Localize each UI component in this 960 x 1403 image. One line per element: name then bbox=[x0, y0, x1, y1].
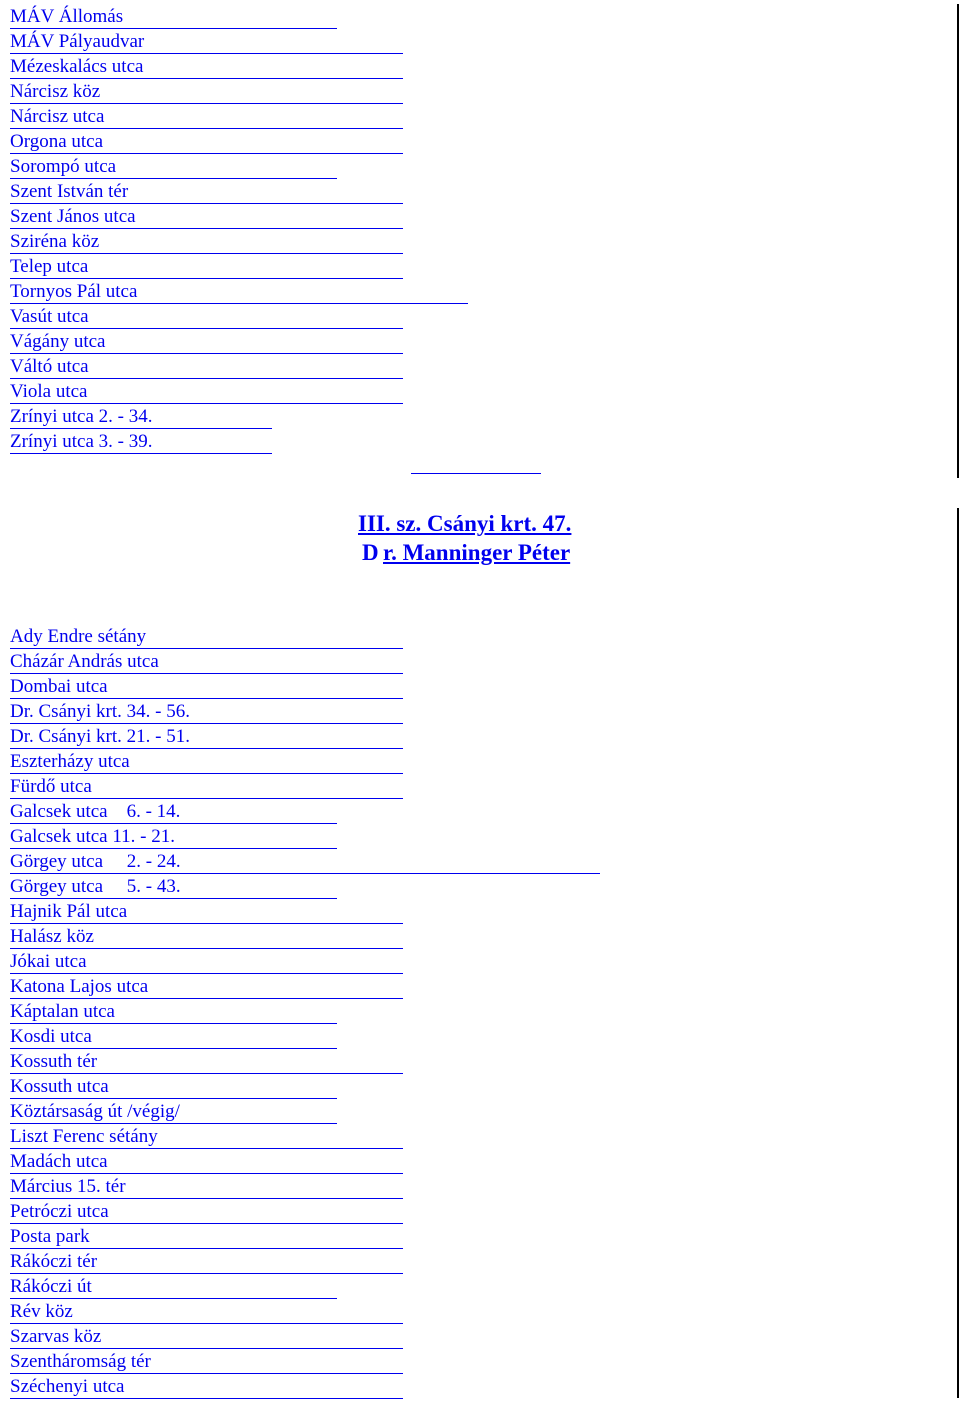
underline bbox=[10, 1398, 403, 1399]
street-link[interactable]: Vasút utca bbox=[10, 306, 89, 327]
street-link[interactable]: Rákóczi tér bbox=[10, 1251, 98, 1272]
street-link[interactable]: Köztársaság út /végig/ bbox=[10, 1101, 180, 1122]
street-list-item[interactable] bbox=[10, 179, 152, 204]
street-link[interactable]: Szent János utca bbox=[10, 206, 136, 227]
street-list-item[interactable] bbox=[10, 1299, 190, 1324]
street-list-item[interactable] bbox=[10, 229, 152, 254]
street-list-item[interactable] bbox=[10, 899, 190, 924]
street-link[interactable]: Cházár András utca bbox=[10, 651, 159, 672]
street-link[interactable]: Rév köz bbox=[10, 1301, 73, 1322]
street-link[interactable]: Tornyos Pál utca bbox=[10, 281, 138, 302]
doctor-name-prefix: D bbox=[362, 540, 379, 565]
street-link[interactable]: Katona Lajos utca bbox=[10, 976, 149, 997]
street-list-item[interactable] bbox=[10, 774, 190, 799]
street-list-item[interactable] bbox=[10, 54, 152, 79]
street-link[interactable]: Káptalan utca bbox=[10, 1001, 115, 1022]
street-link[interactable]: Vágány utca bbox=[10, 331, 106, 352]
street-link[interactable]: Szarvas köz bbox=[10, 1326, 102, 1347]
street-link[interactable]: Eszterházy utca bbox=[10, 751, 130, 772]
street-list-item[interactable] bbox=[10, 624, 190, 649]
street-link[interactable]: Hajnik Pál utca bbox=[10, 901, 128, 922]
street-list-item[interactable] bbox=[10, 154, 152, 179]
street-list-item[interactable] bbox=[10, 329, 152, 354]
page-border-bottom bbox=[957, 508, 959, 1398]
street-link[interactable]: MÁV Pályaudvar bbox=[10, 31, 145, 52]
street-list-item[interactable] bbox=[10, 254, 152, 279]
street-link[interactable]: Mézeskalács utca bbox=[10, 56, 144, 77]
street-link[interactable]: Viola utca bbox=[10, 381, 88, 402]
street-link[interactable]: Széchenyi utca bbox=[10, 1376, 125, 1397]
street-list-item[interactable] bbox=[10, 699, 190, 724]
street-link[interactable]: MÁV Állomás bbox=[10, 6, 124, 27]
street-link[interactable]: Jókai utca bbox=[10, 951, 87, 972]
street-list-item[interactable] bbox=[10, 354, 152, 379]
street-list-item[interactable] bbox=[10, 429, 152, 454]
street-list-item[interactable] bbox=[10, 379, 152, 404]
street-link[interactable]: Szent István tér bbox=[10, 181, 129, 202]
street-link[interactable]: Nárcisz köz bbox=[10, 81, 101, 102]
street-link[interactable]: Galcsek utca 11. - 21. bbox=[10, 826, 175, 847]
street-list-item[interactable] bbox=[10, 279, 152, 304]
street-list-item[interactable] bbox=[10, 799, 190, 824]
street-list-item[interactable] bbox=[10, 949, 190, 974]
street-link[interactable]: Kosdi utca bbox=[10, 1026, 92, 1047]
street-list-item[interactable] bbox=[10, 29, 152, 54]
street-list-item[interactable] bbox=[10, 304, 152, 329]
street-list-item[interactable] bbox=[10, 1374, 190, 1399]
street-list-item[interactable] bbox=[10, 974, 190, 999]
street-list-item[interactable] bbox=[10, 404, 152, 429]
street-link[interactable]: Liszt Ferenc sétány bbox=[10, 1126, 158, 1147]
street-list-item[interactable] bbox=[10, 724, 190, 749]
street-list-item[interactable] bbox=[10, 674, 190, 699]
street-link[interactable]: Posta park bbox=[10, 1226, 90, 1247]
street-link[interactable]: Fürdő utca bbox=[10, 776, 92, 797]
street-link[interactable]: Orgona utca bbox=[10, 131, 104, 152]
street-link[interactable]: Petróczi utca bbox=[10, 1201, 109, 1222]
street-list-item[interactable] bbox=[10, 1324, 190, 1349]
doctor-name[interactable]: r. Manninger Péter bbox=[383, 540, 571, 565]
street-list-item[interactable] bbox=[10, 1049, 190, 1074]
street-link[interactable]: Zrínyi utca 3. - 39. bbox=[10, 431, 153, 452]
street-list-item[interactable] bbox=[10, 104, 152, 129]
street-link[interactable]: Szentháromság tér bbox=[10, 1351, 151, 1372]
street-list-item[interactable] bbox=[10, 849, 190, 874]
street-link[interactable]: Sziréna köz bbox=[10, 231, 100, 252]
empty-link-underline bbox=[411, 473, 541, 474]
street-link[interactable]: Madách utca bbox=[10, 1151, 108, 1172]
street-link[interactable]: Ady Endre sétány bbox=[10, 626, 147, 647]
street-link[interactable]: Kossuth tér bbox=[10, 1051, 98, 1072]
street-list-item[interactable] bbox=[10, 204, 152, 229]
street-link[interactable]: Váltó utca bbox=[10, 356, 89, 377]
street-list-item[interactable] bbox=[10, 1124, 190, 1149]
street-list-item[interactable] bbox=[10, 79, 152, 104]
street-list-item[interactable] bbox=[10, 874, 190, 899]
street-link[interactable]: Görgey utca 5. - 43. bbox=[10, 876, 181, 897]
street-list-item[interactable] bbox=[10, 924, 190, 949]
street-link[interactable]: Telep utca bbox=[10, 256, 89, 277]
street-list-item[interactable] bbox=[10, 1349, 190, 1374]
street-list-item[interactable] bbox=[10, 1174, 190, 1199]
underline bbox=[10, 453, 272, 454]
street-link[interactable]: Halász köz bbox=[10, 926, 94, 947]
street-list-item[interactable] bbox=[10, 749, 190, 774]
street-link[interactable]: Zrínyi utca 2. - 34. bbox=[10, 406, 153, 427]
street-list-item[interactable] bbox=[10, 649, 190, 674]
street-link[interactable]: Sorompó utca bbox=[10, 156, 117, 177]
street-list-item[interactable] bbox=[10, 1149, 190, 1174]
street-list-item[interactable] bbox=[10, 1224, 190, 1249]
page-border-top bbox=[957, 4, 959, 478]
street-list-item[interactable] bbox=[10, 1024, 190, 1049]
street-list-item[interactable] bbox=[10, 999, 190, 1024]
street-list-item[interactable] bbox=[10, 1249, 190, 1274]
street-link[interactable]: Nárcisz utca bbox=[10, 106, 105, 127]
street-link[interactable]: Dr. Csányi krt. 34. - 56. bbox=[10, 701, 190, 722]
street-link[interactable]: Galcsek utca 6. - 14. bbox=[10, 801, 181, 822]
street-list-item[interactable] bbox=[10, 824, 190, 849]
street-link[interactable]: Március 15. tér bbox=[10, 1176, 126, 1197]
street-list-item[interactable] bbox=[10, 1199, 190, 1224]
street-link[interactable]: Görgey utca 2. - 24. bbox=[10, 851, 181, 872]
street-list-item[interactable] bbox=[10, 1074, 190, 1099]
street-list-top bbox=[10, 4, 152, 454]
street-list-item[interactable] bbox=[10, 4, 152, 29]
district-title[interactable]: III. sz. Csányi krt. 47. bbox=[358, 511, 572, 536]
street-list-item[interactable] bbox=[10, 1274, 190, 1299]
street-list-bottom bbox=[10, 624, 190, 1399]
street-list-item[interactable] bbox=[10, 1099, 190, 1124]
street-link[interactable]: Rákóczi út bbox=[10, 1276, 92, 1297]
street-link[interactable]: Dr. Csányi krt. 21. - 51. bbox=[10, 726, 190, 747]
street-link[interactable]: Dombai utca bbox=[10, 676, 108, 697]
street-link[interactable]: Kossuth utca bbox=[10, 1076, 109, 1097]
street-list-item[interactable] bbox=[10, 129, 152, 154]
